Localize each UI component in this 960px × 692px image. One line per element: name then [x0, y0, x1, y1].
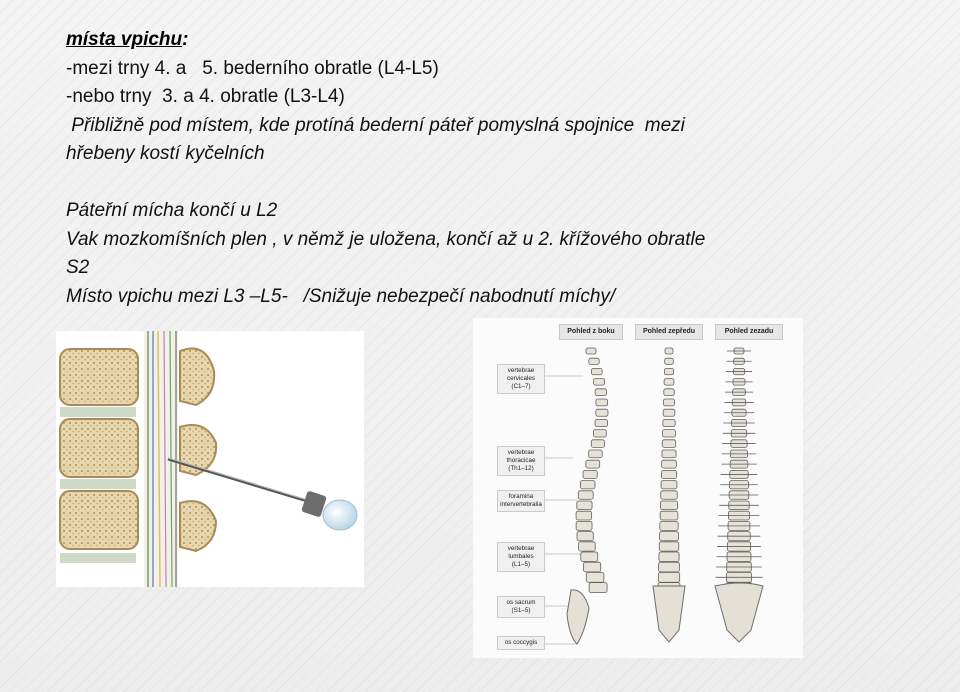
- line-5: Páteřní mícha končí u L2: [66, 200, 278, 221]
- heading-text: místa vpichu: [66, 29, 183, 50]
- spine-front-view: [658, 348, 680, 593]
- label-lumbar: vertebrae lumbales (L1–5): [497, 542, 545, 572]
- line-2: -nebo trny 3. a 4. obratle (L3-L4): [66, 86, 345, 107]
- line-6: Vak mozkomíšních plen , v němž je uložena, končí až u 2. křížového obratle: [66, 228, 706, 250]
- spine-svg: [473, 318, 803, 658]
- label-cervical: vertebrae cervicales (C1–7): [497, 364, 545, 394]
- heading-colon: :: [182, 29, 189, 50]
- lumbar-puncture-svg: [56, 331, 364, 587]
- label-sacrum: os sacrum (S1–5): [497, 596, 545, 618]
- spinous-processes: [180, 349, 216, 552]
- view-label-front: Pohled zepředu: [635, 324, 703, 340]
- label-thoracic: vertebrae thoracicae (Th1–12): [497, 446, 545, 476]
- heading: [66, 26, 946, 55]
- lumbar-puncture-illustration: [56, 331, 364, 587]
- spacer: [66, 169, 946, 198]
- view-label-lateral: Pohled z boku: [559, 324, 623, 340]
- line-7: S2: [66, 257, 90, 278]
- spine-figure: [473, 318, 803, 658]
- line-8: Místo vpichu mezi L3 –L5- /Snižuje nebezpečí nabodnutí míchy/: [66, 285, 616, 307]
- line-4: hřebeny kostí kyčelních: [66, 143, 265, 164]
- label-coccyx: os coccygis: [497, 636, 545, 650]
- label-foramina: foramina intervertebralia: [497, 490, 545, 512]
- vertebral-bodies: [60, 349, 138, 563]
- spine-lateral-view: [576, 348, 608, 593]
- spine-back-view: [715, 348, 763, 593]
- view-label-back: Pohled zezadu: [715, 324, 783, 340]
- line-1: -mezi trny 4. a 5. bederního obratle (L4-L5): [66, 57, 439, 79]
- line-3: Přibližně pod místem, kde protíná bederní páteř pomyslná spojnice mezi: [66, 114, 685, 136]
- text-block: [66, 26, 946, 311]
